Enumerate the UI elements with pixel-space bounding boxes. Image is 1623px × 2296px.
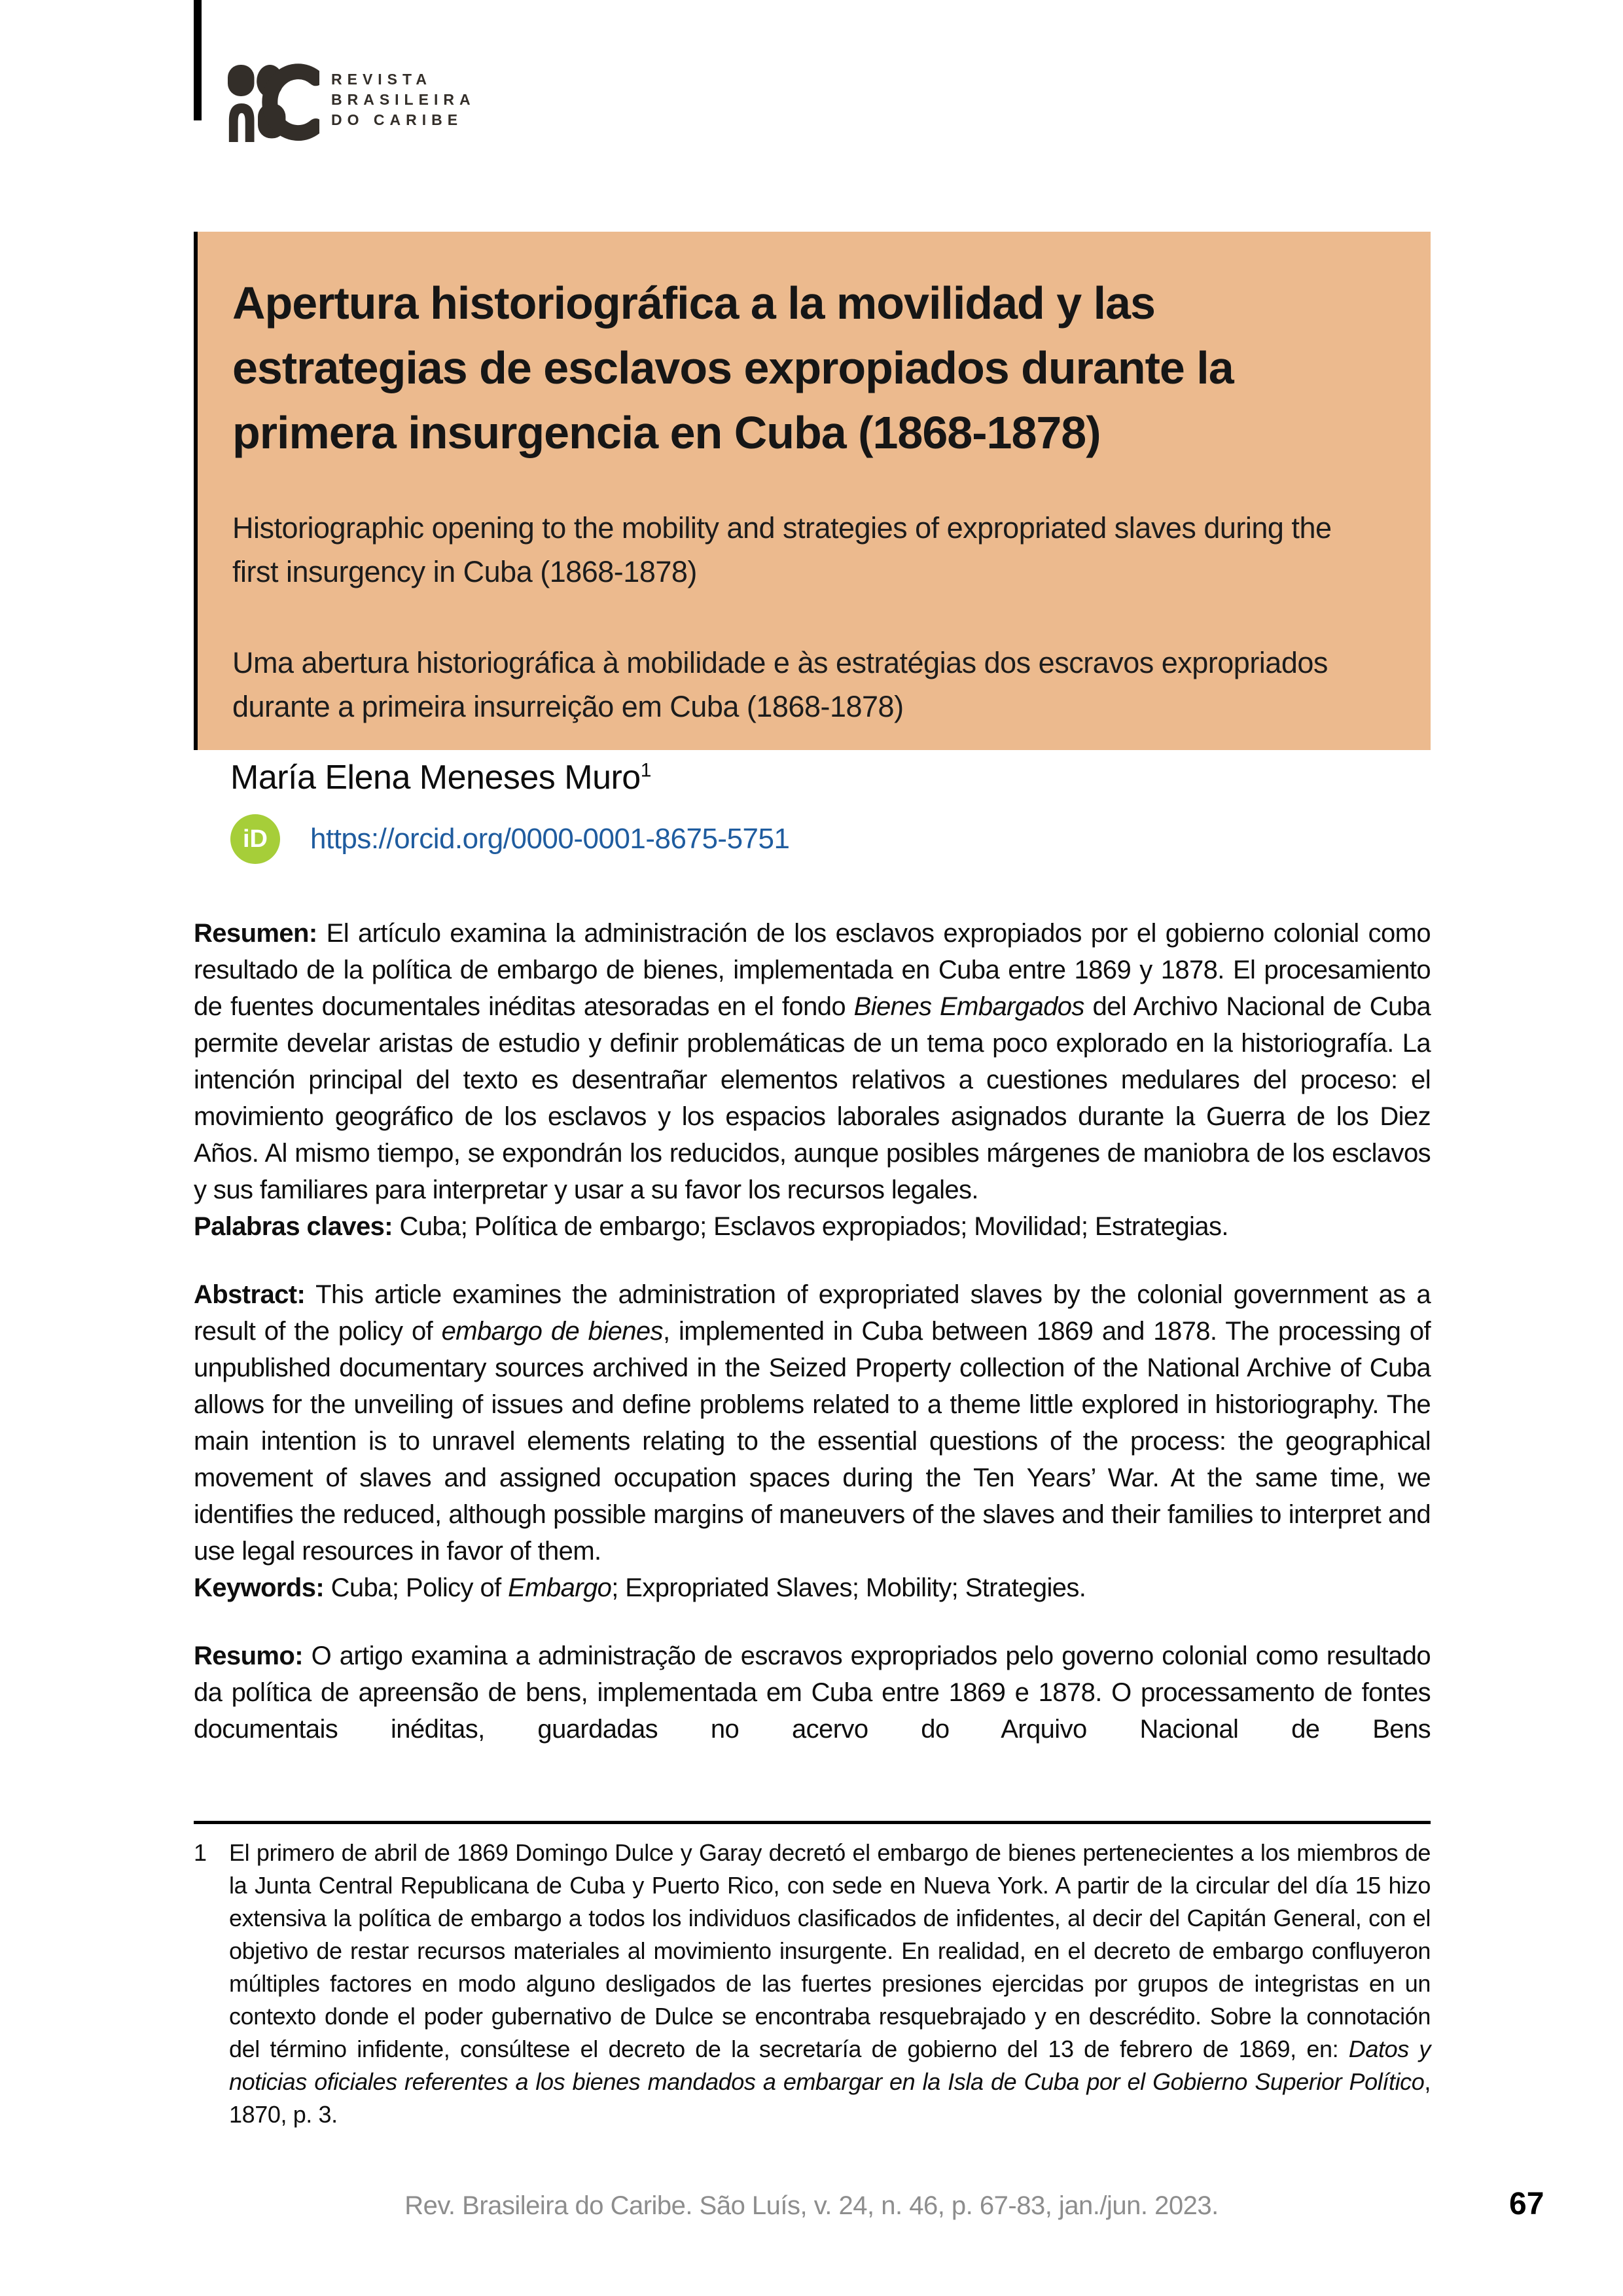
footnote-separator-rule xyxy=(194,1821,1431,1824)
journal-name-line: REVISTA xyxy=(331,71,432,88)
rbc-logo-icon xyxy=(228,63,319,144)
resumo-label: Resumo: xyxy=(194,1641,303,1670)
page-number: 67 xyxy=(1509,2187,1544,2221)
palabras-claves-line: Palabras claves: Cuba; Política de embargo; Esclavos expropiados; Movilidad; Estrategias. xyxy=(194,1212,1228,1241)
resumen-label: Resumen: xyxy=(194,919,317,948)
orcid-row xyxy=(230,814,789,865)
logo-vertical-bar xyxy=(194,0,202,120)
article-title-english: Historiographic opening to the mobility and strategies of expropriated slaves during the first insurgency in Cuba (1868-1878) xyxy=(232,511,1332,588)
footnote-number: 1 xyxy=(194,1839,207,1866)
title-block xyxy=(194,232,1431,750)
keywords-line: Keywords: Cuba; Policy of Embargo; Expropriated Slaves; Mobility; Strategies. xyxy=(194,1573,1086,1602)
journal-name xyxy=(331,69,476,130)
article-title-portuguese: Uma abertura historiográfica à mobilidade e às estratégias dos escravos expropriados durante a primeira insurreição em Cuba (1868-1878) xyxy=(232,646,1328,723)
author-name: María Elena Meneses Muro$^1$ xyxy=(230,759,651,797)
palabras-claves-label: Palabras claves: xyxy=(194,1212,393,1241)
resumen-paragraph: Resumen: El artículo examina la administración de los esclavos expropiados por el gobierno colonial como resultado de la política de embargo de bienes, implementada en Cuba entre 1869 y 1878. El procesamiento de fuentes documentales inéditas atesoradas en el fondo Bienes Embargados del Archivo Nacional de Cuba permite develar aristas de estudio y definir problemáticas de un tema poco explorado en la historiografía. La intención principal del texto es desentrañar elementos relativos a cuestiones medulares del proceso: el movimiento geográfico de los esclavos y los espacios laborales asignados durante la Guerra de los Diez Años. Al mismo tiempo, se expondrán los reducidos, aunque posibles márgenes de maniobra de los esclavos y sus familiares para interpretar y usar a su favor los recursos legales. xyxy=(194,919,1431,1204)
abstracts-column xyxy=(194,915,1431,1748)
footnote xyxy=(194,1837,1431,2131)
running-footer-citation: Rev. Brasileira do Caribe. São Luís, v. 24, n. 46, p. 67-83, jan./jun. 2023. xyxy=(404,2191,1219,2220)
author-footnote-marker: 1 xyxy=(640,759,651,781)
journal-name-line: DO CARIBE xyxy=(331,111,463,128)
keywords-label: Keywords: xyxy=(194,1573,325,1602)
orcid-link[interactable]: https://orcid.org/0000-0001-8675-5751 xyxy=(310,823,790,855)
resumo-paragraph: Resumo: O artigo examina a administração de escravos expropriados pelo governo colonial como resultado da política de apreensão de bens, implementada em Cuba entre 1869 e 1878. O processamento de fontes documentais inéditas, guardadas no acervo do Arquivo Nacional de Bens xyxy=(194,1641,1431,1744)
footnote-text: El primero de abril de 1869 Domingo Dulce y Garay decretó el embargo de bienes pertenecientes a los miembros de la Junta Central Republicana de Cuba y Puerto Rico, con sede en Nueva York. A partir de la circular del día 15 hizo extensiva la política de embargo a todos los individuos clasificados de infidentes, al decir del Capitán General, con el objetivo de restar recursos materiales al movimiento insurgente. En realidad, en el decreto de embargo confluyeron múltiples factores en modo alguno desligados de las fuertes presiones ejercidas por grupos de integristas en un contexto donde el poder gubernativo de Dulce se encontraba resquebrajado y en descrédito. Sobre la connotación del término infidente, consúltese el decreto de la secretaría de gobierno del 13 de febrero de 1869, en: Datos y noticias oficiales referentes a los bienes mandados a embargar en la Isla de Cuba por el Gobierno Superior Político, 1870, p. 3. xyxy=(229,1839,1431,2128)
abstract-paragraph: Abstract: This article examines the administration of expropriated slaves by the colonial government as a result of the policy of embargo de bienes, implemented in Cuba between 1869 and 1878. The processing of unpublished documentary sources archived in the Seized Property collection of the National Archive of Cuba allows for the unveiling of issues and define problems related to a theme little explored in historiography. The main intention is to unravel elements relating to the essential questions of the process: the geographical movement of slaves and assigned occupation spaces during the Ten Years’ War. At the same time, we identifies the reduced, although possible margins of maneuvers of the slaves and their families to interpret and use legal resources in favor of them. xyxy=(194,1280,1431,1566)
abstract-label: Abstract: xyxy=(194,1280,306,1309)
article-title-spanish: Apertura historiográfica a la movilidad y las estrategias de esclavos expropiados durante la primera insurgencia en Cuba (1868-1878) xyxy=(232,278,1234,458)
orcid-icon: iD xyxy=(230,814,280,864)
journal-name-line: BRASILEIRA xyxy=(331,91,476,108)
